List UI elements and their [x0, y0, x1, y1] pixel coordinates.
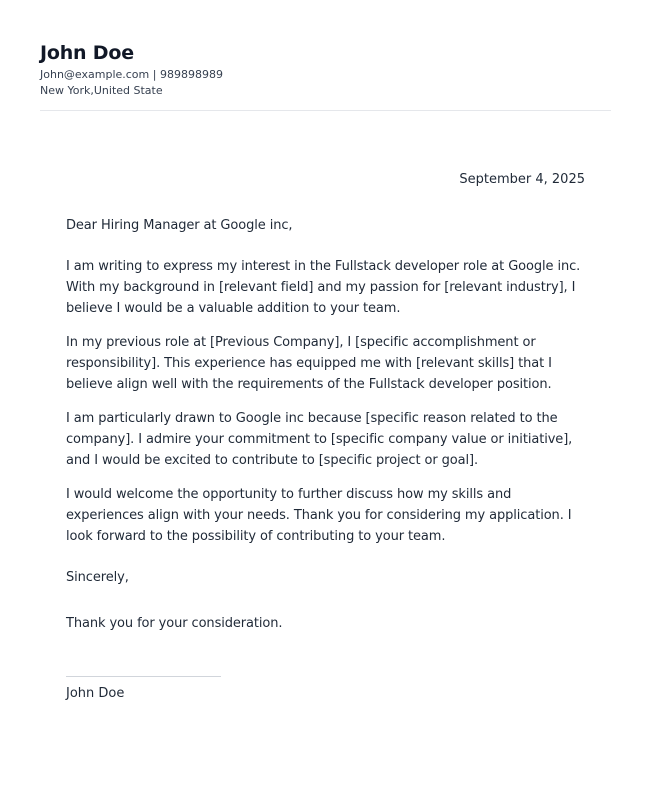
signature-line [66, 676, 221, 677]
contact-separator: | [149, 68, 160, 81]
letter-date: September 4, 2025 [459, 172, 585, 187]
signature-name: John Doe [66, 686, 125, 701]
sender-name: John Doe [40, 42, 134, 64]
thanks-line: Thank you for your consideration. [66, 616, 283, 631]
body-paragraph-2: In my previous role at [Previous Company], I [specific accomplishment or responsibility]. This experience has equipped me with [relevant skills] that I believe align well with the requirements of the Fullstack developer position. [66, 335, 552, 392]
sender-email: John@example.com [40, 68, 150, 81]
body-paragraph-3: I am particularly drawn to Google inc because [specific reason related to the company]. I admire your commitment to [specific company value or initiative], and I would be excited to contribute to [specific project or goal]. [66, 411, 573, 468]
closing: Sincerely, [66, 570, 129, 585]
sender-location: New York,United State [40, 84, 163, 97]
salutation: Dear Hiring Manager at Google inc, [66, 218, 293, 233]
contact-line [40, 67, 611, 83]
body-paragraph-1: I am writing to express my interest in the Fullstack developer role at Google inc. With my background in [relevant field] and my passion for [relevant industry], I believe I would be a valuable addition to your team. [66, 259, 581, 316]
letter-body [66, 215, 591, 634]
body-paragraph-4: I would welcome the opportunity to further discuss how my skills and experiences align with your needs. Thank you for considering my application. I look forward to the possibility of contributing to your team. [66, 487, 572, 544]
header-divider [40, 110, 611, 111]
letter-header [40, 41, 611, 99]
sender-phone: 989898989 [159, 68, 223, 81]
